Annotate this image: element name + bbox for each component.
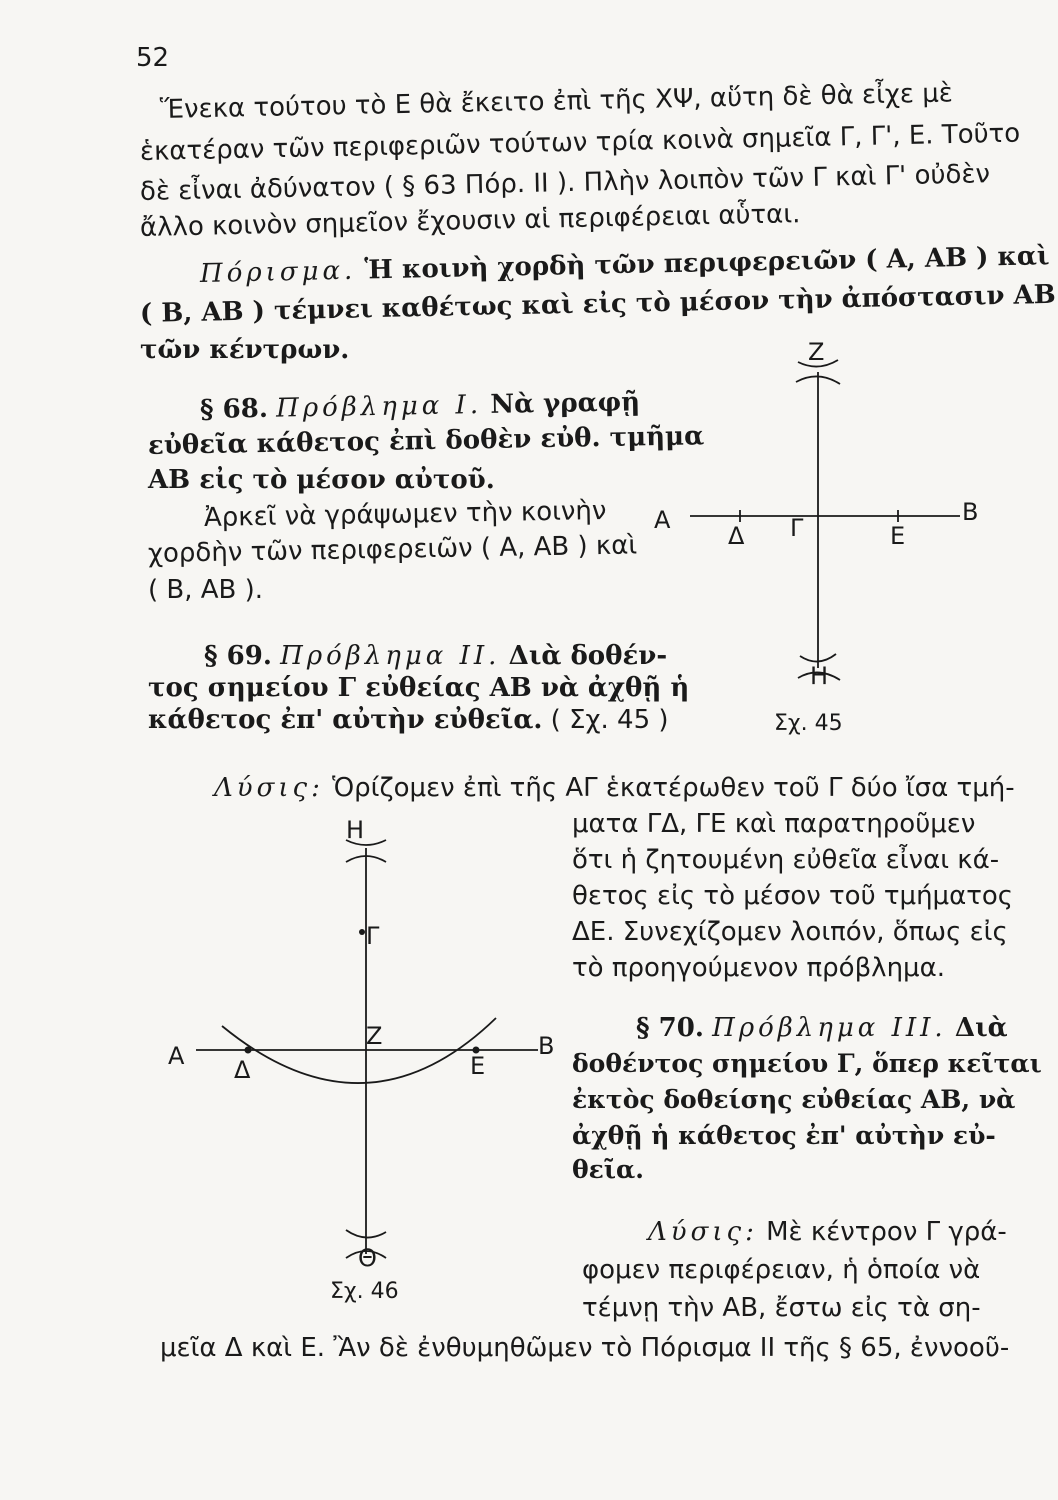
fig45-label-z: Z: [808, 338, 825, 366]
lysis2-text1: Μὲ κέντρον Γ γρά-: [766, 1217, 1007, 1247]
s70-title1: Διὰ: [954, 1013, 1008, 1043]
porisma-line3: τῶν κέντρων.: [140, 335, 350, 365]
lysis1-line1: [214, 772, 1015, 804]
s69-line3: [148, 704, 669, 736]
lysis1-line6: τὸ προηγούμενον πρόβλημα.: [572, 953, 945, 983]
para1-line4: ἄλλο κοινὸν σημεῖον ἔχουσιν αἱ περιφέρειαι αὗται.: [139, 199, 801, 243]
s70-line1: [636, 1012, 1008, 1044]
s70-line2: δοθέντος σημείου Γ, ὅπερ κεῖται: [572, 1049, 1042, 1078]
lysis2-line1: [648, 1216, 1007, 1248]
figure-45: [640, 330, 1000, 740]
s70-line5: θεῖα.: [572, 1155, 644, 1184]
s68-title1: Νὰ γραφῇ: [490, 387, 641, 420]
lysis1-line4: θετος εἰς τὸ μέσον τοῦ τμήματος: [572, 881, 1014, 911]
figure-46: [160, 812, 560, 1312]
fig46-point-d: [245, 1047, 252, 1054]
s68-sol3: ( Β, ΑΒ ).: [148, 575, 264, 605]
s70-number: § 70.: [636, 1013, 704, 1043]
lysis1-line5: ΔΕ. Συνεχίζομεν λοιπόν, ὅπως εἰς: [572, 917, 1008, 947]
s70-line3: ἐκτὸς δοθείσης εὐθείας ΑΒ, νὰ: [572, 1085, 1016, 1114]
s69-title3: κάθετος ἐπ' αὐτὴν εὐθεῖα.: [148, 705, 543, 735]
lysis2-line3: τέμνῃ τὴν ΑΒ, ἔστω εἰς τὰ ση-: [582, 1293, 981, 1323]
fig45-label-h: Η: [810, 662, 829, 690]
fig45-label-g: Γ: [790, 514, 804, 542]
lysis1-line3: ὅτι ἡ ζητουμένη εὐθεῖα εἶναι κά-: [572, 845, 1000, 875]
s69-line2: τος σημείου Γ εὐθείας ΑΒ νὰ ἀχθῇ ἡ: [148, 673, 690, 703]
s69-ref: ( Σχ. 45 ): [550, 705, 669, 735]
fig45-label-b: B: [962, 498, 979, 526]
fig45-label-d: Δ: [728, 522, 745, 550]
fig46-point-g: [359, 929, 365, 935]
s68-number: § 68.: [199, 393, 269, 425]
fig45-label-e: E: [890, 522, 906, 550]
porisma-label: Πόρισμα.: [199, 255, 357, 289]
s68-line2: εὐθεῖα κάθετος ἐπὶ δοθὲν εὐθ. τμῆμα: [147, 421, 705, 461]
fig46-label-d: Δ: [234, 1056, 251, 1084]
s68-label: Πρόβλημα Ι.: [275, 390, 483, 424]
fig46-label-h: Η: [346, 816, 365, 844]
s69-title1: Διὰ δοθέν-: [508, 641, 668, 671]
s70-label: Πρόβλημα ΙΙΙ.: [712, 1013, 947, 1043]
porisma-text1: Ἡ κοινὴ χορδὴ τῶν περιφερειῶν ( Α, ΑΒ ) καὶ: [364, 241, 1050, 286]
fig46-label-z: Z: [366, 1022, 383, 1050]
lysis1-text1: Ὁρίζομεν ἐπὶ τῆς ΑΓ ἑκατέρωθεν τοῦ Γ δύο ἴσα τμή-: [332, 773, 1015, 803]
fig46-label-th: Θ: [358, 1244, 377, 1272]
lysis1-label: Λύσις:: [214, 773, 324, 803]
fig46-label-a: A: [168, 1042, 185, 1070]
s68-sol1: Ἀρκεῖ νὰ γράψωμεν τὴν κοινὴν: [203, 495, 607, 533]
lysis1-line2: ματα ΓΔ, ΓΕ καὶ παρατηροῦμεν: [572, 809, 976, 839]
para1-line3: δὲ εἶναι ἀδύνατον ( § 63 Πόρ. ΙΙ ). Πλὴν λοιπὸν τῶν Γ καὶ Γ' οὐδὲν: [139, 159, 991, 207]
s69-label: Πρόβλημα ΙΙ.: [280, 641, 501, 671]
fig46-label-e: E: [470, 1052, 486, 1080]
para1-line2: ἑκατέραν τῶν περιφεριῶν τούτων τρία κοινὰ σημεῖα Γ, Γ', Ε. Τοῦτο: [139, 118, 1021, 167]
fig45-label-a: A: [654, 506, 671, 534]
lysis2-line2: φομεν περιφέρειαν, ἡ ὁποία νὰ: [582, 1255, 981, 1285]
s68-sol2: χορδὴν τῶν περιφερειῶν ( Α, ΑΒ ) καὶ: [147, 530, 638, 569]
s68-line3: ΑΒ εἰς τὸ μέσον αὐτοῦ.: [148, 465, 495, 495]
lysis2-line4: μεῖα Δ καὶ Ε. Ἂν δὲ ἐνθυμηθῶμεν τὸ Πόρισμα ΙΙ τῆς § 65, ἐννοοῦ-: [160, 1333, 1010, 1363]
s69-line1: [204, 640, 667, 672]
page-number: 52: [136, 43, 170, 73]
fig46-caption: Σχ. 46: [330, 1279, 399, 1304]
porisma-line2: ( Β, ΑΒ ) τέμνει καθέτως καὶ εἰς τὸ μέσον τὴν ἀπόστασιν ΑΒ: [139, 279, 1056, 329]
s68-line1: [200, 386, 641, 426]
s70-line4: ἀχθῇ ἡ κάθετος ἐπ' αὐτὴν εὐ-: [572, 1121, 996, 1150]
para1-line1: Ἕνεκα τούτου τὸ Ε θὰ ἔκειτο ἐπὶ τῆς ΧΨ, αὕτη δὲ θὰ εἶχε μὲ: [159, 78, 954, 125]
s69-number: § 69.: [204, 641, 272, 671]
fig45-caption: Σχ. 45: [774, 711, 843, 736]
lysis2-label: Λύσις:: [648, 1217, 758, 1247]
fig46-label-b: B: [538, 1032, 555, 1060]
fig46-label-g: Γ: [366, 922, 380, 950]
